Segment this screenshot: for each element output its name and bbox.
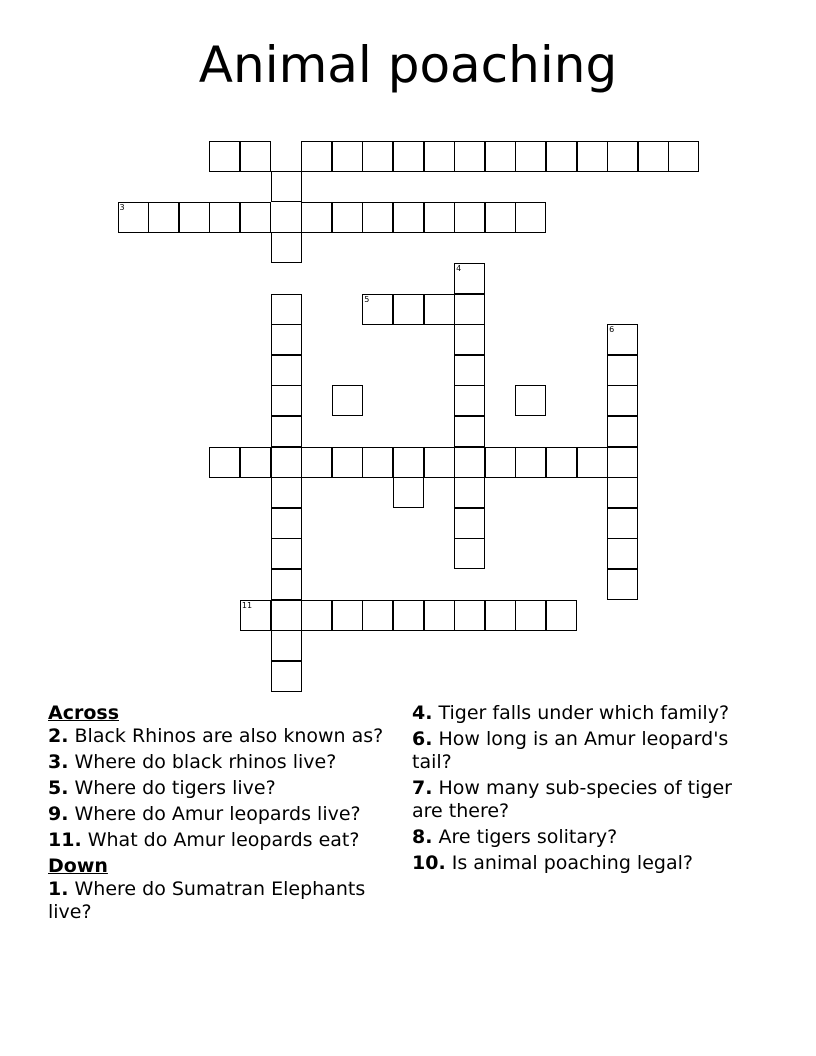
grid-cell[interactable] <box>668 141 699 172</box>
grid-cell[interactable] <box>271 600 302 631</box>
grid-cell[interactable] <box>209 447 240 478</box>
grid-cell[interactable] <box>607 141 638 172</box>
across-clue <box>48 829 393 852</box>
across-clue <box>48 725 393 748</box>
grid-cell[interactable] <box>546 600 577 631</box>
grid-cell[interactable] <box>393 447 424 478</box>
grid-cell[interactable] <box>607 324 638 355</box>
grid-cell[interactable] <box>209 141 240 172</box>
clue-text: How many sub-species of tiger are there? <box>412 777 732 822</box>
clue-number: 9. <box>48 803 69 825</box>
grid-cell[interactable] <box>362 447 393 478</box>
clue-text: What do Amur leopards eat? <box>87 829 360 851</box>
down-clue <box>412 826 757 849</box>
grid-cell[interactable] <box>485 447 516 478</box>
grid-cell[interactable] <box>332 141 363 172</box>
grid-cell[interactable] <box>271 508 302 539</box>
grid-cell[interactable] <box>148 202 179 233</box>
grid-cell[interactable] <box>362 202 393 233</box>
clue-text: How long is an Amur leopard's tail? <box>412 728 729 773</box>
grid-cell[interactable] <box>301 447 332 478</box>
grid-cell[interactable] <box>362 141 393 172</box>
clue-number: 3. <box>48 751 69 773</box>
clue-number: 7. <box>412 777 433 799</box>
cell-number: 4 <box>456 264 462 273</box>
grid-cell[interactable] <box>240 202 271 233</box>
clue-text: Tiger falls under which family? <box>438 702 730 724</box>
grid-cell[interactable] <box>607 416 638 447</box>
grid-cell[interactable] <box>454 355 485 386</box>
clue-number: 8. <box>412 826 433 848</box>
grid-cell[interactable] <box>301 141 332 172</box>
grid-cell[interactable] <box>515 447 546 478</box>
grid-cell[interactable] <box>515 600 546 631</box>
grid-cell[interactable] <box>209 202 240 233</box>
grid-cell[interactable] <box>454 385 485 416</box>
grid-cell[interactable] <box>638 141 669 172</box>
grid-cell[interactable] <box>393 600 424 631</box>
grid-cell[interactable] <box>271 355 302 386</box>
clue-text: Black Rhinos are also known as? <box>74 725 384 747</box>
cell-number: 3 <box>119 202 125 212</box>
grid-cell[interactable] <box>271 324 302 355</box>
clue-text: Where do tigers live? <box>74 777 276 799</box>
grid-cell[interactable] <box>607 477 638 508</box>
grid-cell[interactable] <box>454 141 485 172</box>
down-heading: Down <box>48 855 108 877</box>
grid-cell[interactable] <box>515 202 546 233</box>
grid-cell[interactable] <box>454 477 485 508</box>
grid-cell[interactable] <box>424 202 455 233</box>
grid-cell[interactable] <box>485 600 516 631</box>
clues-right-column <box>412 702 757 878</box>
grid-cell[interactable] <box>454 538 485 569</box>
grid-cell[interactable] <box>332 202 363 233</box>
grid-cell[interactable] <box>607 447 638 478</box>
grid-cell[interactable] <box>454 263 485 294</box>
grid-cell[interactable] <box>240 447 271 478</box>
grid-cell[interactable] <box>546 141 577 172</box>
grid-cell[interactable] <box>424 600 455 631</box>
clue-number: 6. <box>412 728 433 750</box>
clue-number: 2. <box>48 725 69 747</box>
grid-cell[interactable] <box>607 355 638 386</box>
grid-cell[interactable] <box>271 385 302 416</box>
grid-cell[interactable] <box>332 600 363 631</box>
clue-number: 4. <box>412 702 433 724</box>
across-clue <box>48 751 393 774</box>
grid-cell[interactable] <box>271 232 302 263</box>
across-clue <box>48 803 393 826</box>
down-clue <box>412 728 757 774</box>
across-clue <box>48 777 393 800</box>
grid-cell[interactable] <box>179 202 210 233</box>
grid-cell[interactable] <box>332 447 363 478</box>
grid-cell[interactable] <box>393 294 424 325</box>
grid-cell[interactable] <box>607 569 638 600</box>
grid-cell[interactable] <box>424 294 455 325</box>
grid-cell[interactable] <box>607 508 638 539</box>
grid-cell[interactable] <box>393 202 424 233</box>
cell-number: 5 <box>364 294 370 304</box>
clue-text: Are tigers solitary? <box>438 826 618 848</box>
grid-cell[interactable] <box>393 477 424 508</box>
down-clue <box>412 702 757 725</box>
clue-text: Where do Sumatran Elephants live? <box>48 878 366 923</box>
clue-number: 1. <box>48 878 69 900</box>
grid-cell[interactable] <box>454 202 485 233</box>
grid-cell[interactable] <box>546 447 577 478</box>
grid-cell[interactable] <box>271 171 302 202</box>
clue-text: Where do Amur leopards live? <box>74 803 361 825</box>
grid-cell[interactable] <box>515 385 546 416</box>
grid-cell[interactable] <box>271 416 302 447</box>
clue-number: 11. <box>48 829 82 851</box>
cell-number: 11 <box>241 600 253 610</box>
grid-cell[interactable] <box>577 141 608 172</box>
page-title: Animal poaching <box>198 36 618 94</box>
grid-cell[interactable] <box>271 569 302 600</box>
grid-cell[interactable] <box>332 385 363 416</box>
across-heading: Across <box>48 702 120 724</box>
down-clue <box>412 852 757 875</box>
grid-cell[interactable] <box>607 538 638 569</box>
grid-cell[interactable] <box>607 385 638 416</box>
clue-text: Is animal poaching legal? <box>451 852 693 874</box>
grid-cell[interactable] <box>271 447 302 478</box>
grid-cell[interactable] <box>362 600 393 631</box>
grid-cell[interactable] <box>240 600 271 631</box>
grid-cell[interactable] <box>118 202 149 233</box>
grid-cell[interactable] <box>454 294 485 325</box>
clue-number: 10. <box>412 852 446 874</box>
grid-cell[interactable] <box>454 324 485 355</box>
grid-cell[interactable] <box>271 538 302 569</box>
grid-cell[interactable] <box>515 141 546 172</box>
grid-cell[interactable] <box>577 447 608 478</box>
grid-cell[interactable] <box>271 294 302 325</box>
grid-cell[interactable] <box>454 508 485 539</box>
grid-cell[interactable] <box>485 202 516 233</box>
down-clue <box>412 777 757 823</box>
grid-cell[interactable] <box>424 447 455 478</box>
grid-cell[interactable] <box>485 141 516 172</box>
grid-cell[interactable] <box>271 661 302 692</box>
clues-left-column <box>48 702 393 927</box>
grid-cell[interactable] <box>424 141 455 172</box>
grid-cell[interactable] <box>271 477 302 508</box>
grid-cell[interactable] <box>393 141 424 172</box>
clue-text: Where do black rhinos live? <box>74 751 337 773</box>
grid-cell[interactable] <box>362 294 393 325</box>
cell-number: 6 <box>609 325 615 335</box>
grid-cell[interactable] <box>240 141 271 172</box>
down-clue <box>48 878 393 924</box>
grid-cell[interactable] <box>454 447 485 478</box>
grid-cell[interactable] <box>271 630 302 661</box>
grid-cell[interactable] <box>454 600 485 631</box>
grid-cell[interactable] <box>454 416 485 447</box>
grid-cell[interactable] <box>301 600 332 631</box>
clue-number: 5. <box>48 777 69 799</box>
grid-cell[interactable] <box>301 202 332 233</box>
